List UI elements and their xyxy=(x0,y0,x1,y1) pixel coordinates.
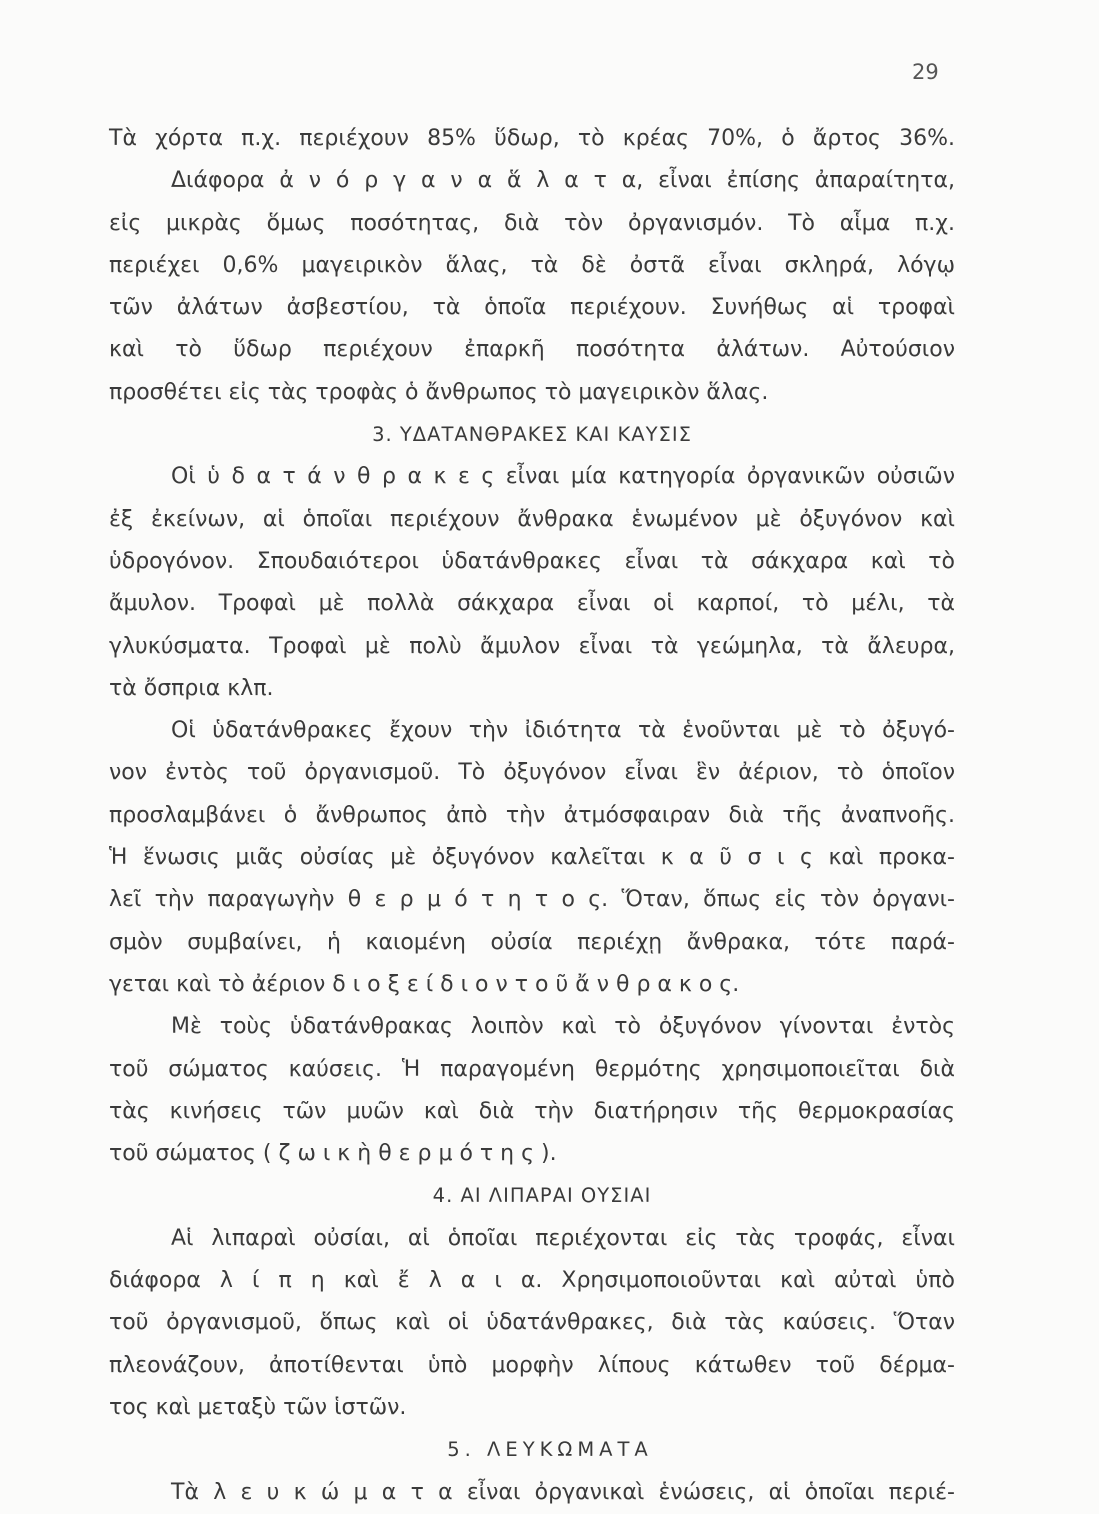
section-heading: 4. ΑΙ ΛΙΠΑΡΑΙ ΟΥΣΙΑΙ xyxy=(432,1184,652,1208)
text-line: εἰς μικρὰς ὅμως ποσότητας, διὰ τὸν ὀργανισμόν. Τὸ αἷμα π.χ. xyxy=(109,210,955,236)
text-line: Ἡ ἕνωσις μιᾶς οὐσίας μὲ ὀξυγόνον καλεῖται κ α ῦ σ ι ς καὶ προκα- xyxy=(109,845,955,871)
text-line: ἐξ ἐκείνων, αἱ ὁποῖαι περιέχουν ἄνθρακα ἑνωμένον μὲ ὀξυγόνον καὶ xyxy=(109,506,955,532)
text-line: Οἱ ὑδατάνθρακες ἔχουν τὴν ἰδιότητα τὰ ἑνοῦνται μὲ τὸ ὀξυγό- xyxy=(171,718,955,744)
text-line: προσθέτει εἰς τὰς τροφὰς ὁ ἄνθρωπος τὸ μαγειρικὸν ἅλας. xyxy=(109,379,769,405)
text-line: Αἱ λιπαραὶ οὐσίαι, αἱ ὁποῖαι περιέχονται εἰς τὰς τροφάς, εἶναι xyxy=(171,1225,955,1251)
text-line: περιέχει 0,6% μαγειρικὸν ἅλας, τὰ δὲ ὀστᾶ εἶναι σκληρά, λόγῳ xyxy=(109,252,955,278)
text-line: λεῖ τὴν παραγωγὴν θ ε ρ μ ό τ η τ ο ς. Ὅταν, ὅπως εἰς τὸν ὀργανι- xyxy=(109,887,955,913)
text-line: καὶ τὸ ὕδωρ περιέχουν ἐπαρκῆ ποσότητα ἀλάτων. Αὐτούσιον xyxy=(109,337,955,363)
text-line: τοῦ ὀργανισμοῦ, ὅπως καὶ οἱ ὑδατάνθρακες, διὰ τὰς καύσεις. Ὅταν xyxy=(109,1310,955,1336)
text-line: Μὲ τοὺς ὑδατάνθρακας λοιπὸν καὶ τὸ ὀξυγόνον γίνονται ἐντὸς xyxy=(171,1014,955,1040)
text-line: τος καὶ μεταξὺ τῶν ἱστῶν. xyxy=(109,1394,407,1420)
text-line: τὰς κινήσεις τῶν μυῶν καὶ διὰ τὴν διατήρησιν τῆς θερμοκρασίας xyxy=(109,1098,955,1124)
text-line: διάφορα λ ί π η καὶ ἔ λ α ι α. Χρησιμοποιοῦνται καὶ αὐταὶ ὑπὸ xyxy=(109,1268,955,1294)
text-line: πλεονάζουν, ἀποτίθενται ὑπὸ μορφὴν λίπους κάτωθεν τοῦ δέρμα- xyxy=(109,1352,955,1378)
text-line: Διάφορα ἀ ν ό ρ γ α ν α ἅ λ α τ α, εἶναι ἐπίσης ἀπαραίτητα, xyxy=(171,168,955,194)
text-line: τῶν ἀλάτων ἀσβεστίου, τὰ ὁποῖα περιέχουν. Συνήθως αἱ τροφαὶ xyxy=(109,295,955,321)
section-heading: 3. ΥΔΑΤΑΝΘΡΑΚΕΣ ΚΑΙ ΚΑΥΣΙΣ xyxy=(372,423,692,447)
text-line: προσλαμβάνει ὁ ἄνθρωπος ἀπὸ τὴν ἀτμόσφαιραν διὰ τῆς ἀναπνοῆς. xyxy=(109,802,955,828)
text-line: ἄμυλον. Τροφαὶ μὲ πολλὰ σάκχαρα εἶναι οἱ καρποί, τὸ μέλι, τὰ xyxy=(109,591,955,617)
text-line: Οἱ ὑ δ α τ ά ν θ ρ α κ ε ς εἶναι μία κατηγορία ὀργανικῶν οὐσιῶν xyxy=(171,464,955,490)
section-heading: 5. ΛΕΥΚΩΜΑΤΑ xyxy=(447,1438,653,1462)
text-line: Τὰ λ ε υ κ ώ μ α τ α εἶναι ὀργανικαὶ ἑνώσεις, αἱ ὁποῖαι περιέ- xyxy=(171,1479,955,1505)
text-line: τοῦ σώματος ( ζ ω ι κ ὴ θ ε ρ μ ό τ η ς ). xyxy=(109,1141,557,1167)
text-line: τοῦ σώματος καύσεις. Ἡ παραγομένη θερμότης χρησιμοποιεῖται διὰ xyxy=(109,1056,955,1082)
text-line: Τὰ χόρτα π.χ. περιέχουν 85% ὕδωρ, τὸ κρέας 70%, ὁ ἄρτος 36%. xyxy=(109,126,955,151)
page-body xyxy=(109,118,955,1514)
text-line: γεται καὶ τὸ ἀέριον δ ι ο ξ ε ί δ ι ο ν τ ο ῦ ἄ ν θ ρ α κ ο ς. xyxy=(109,971,740,997)
page-number: 29 xyxy=(912,60,939,84)
text-line: γλυκύσματα. Τροφαὶ μὲ πολὺ ἄμυλον εἶναι τὰ γεώμηλα, τὰ ἄλευρα, xyxy=(109,633,955,659)
text-line: ὑδρογόνον. Σπουδαιότεροι ὑδατάνθρακες εἶναι τὰ σάκχαρα καὶ τὸ xyxy=(109,548,955,574)
text-line: σμὸν συμβαίνει, ἡ καιομένη οὐσία περιέχῃ ἄνθρακα, τότε παρά- xyxy=(109,929,955,955)
text-line: νον ἐντὸς τοῦ ὀργανισμοῦ. Τὸ ὀξυγόνον εἶναι ἓν ἀέριον, τὸ ὁποῖον xyxy=(109,760,955,786)
text-line: τὰ ὄσπρια κλπ. xyxy=(109,675,274,701)
